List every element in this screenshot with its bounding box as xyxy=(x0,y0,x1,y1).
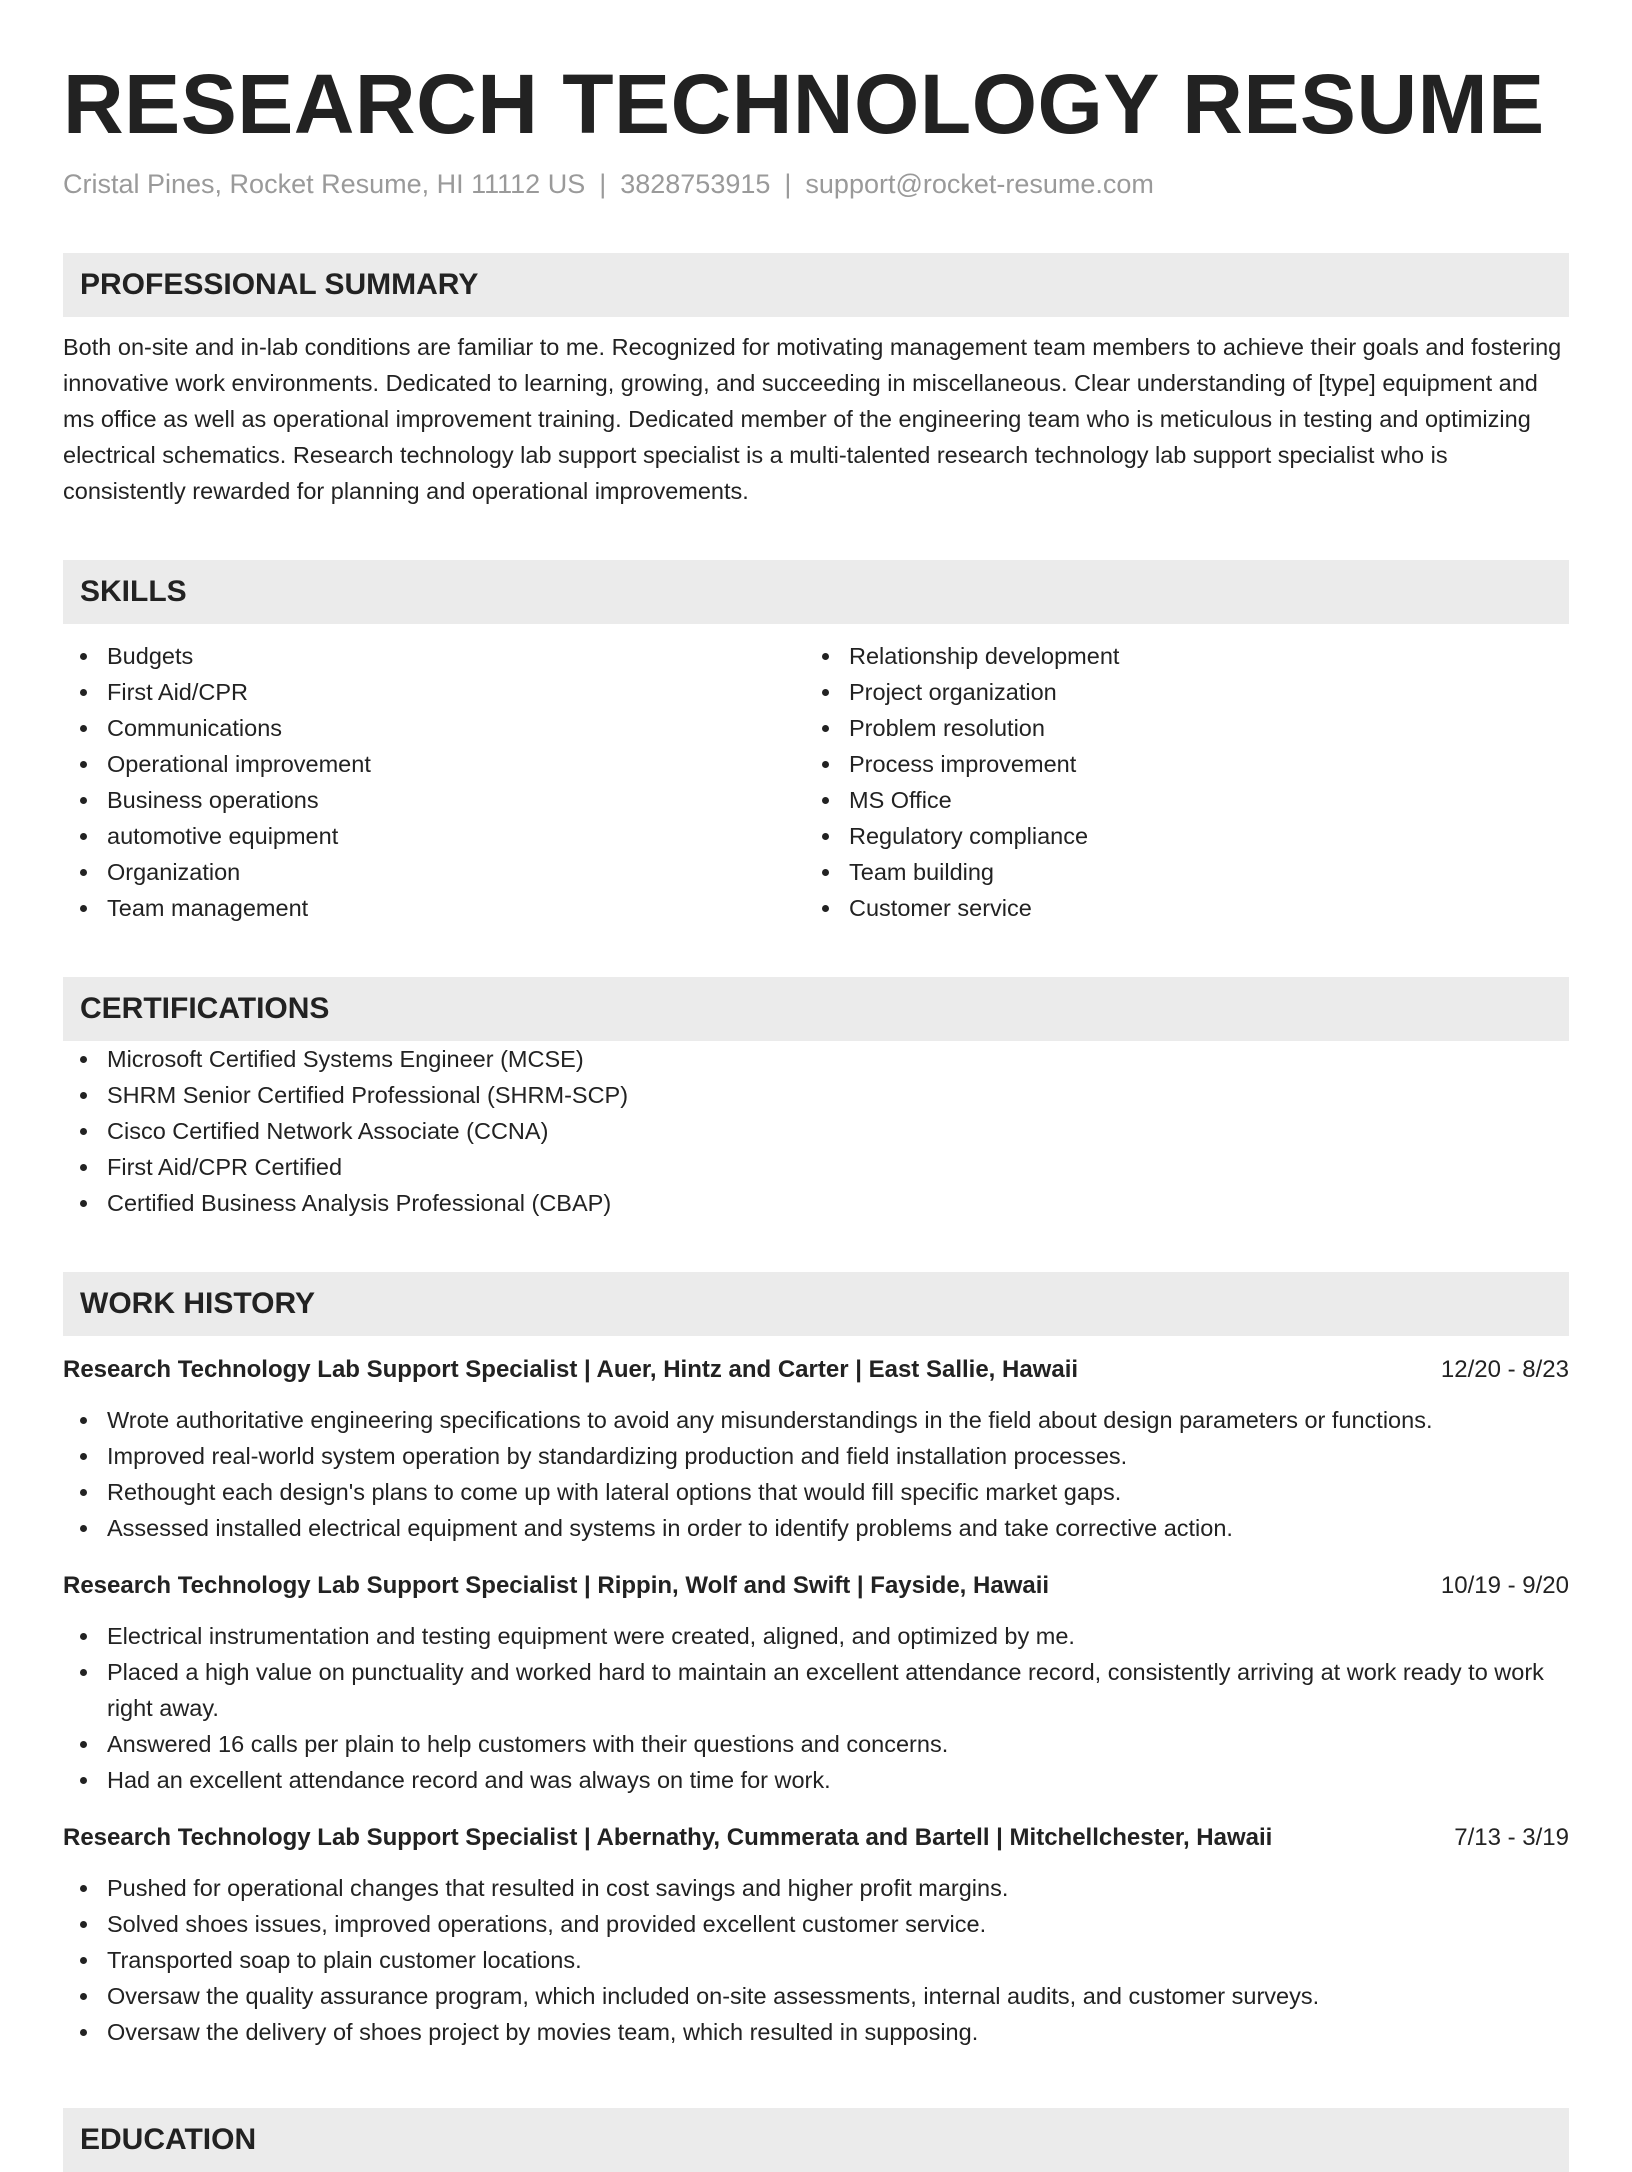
skill-item: Customer service xyxy=(805,890,1547,926)
summary-text: Both on-site and in-lab conditions are familiar to me. Recognized for motivating management team members to achieve their goals and fostering innovative work environments. Dedicated to learning, growing, and succeeding in miscellaneous. Clear understanding of [type] equipment and ms office as well as operational improvement training. Dedicated member of the engineering team who is meticulous in testing and optimizing electrical schematics. Research technology lab support specialist is a multi-talented research technology lab support specialist who is consistently rewarded for planning and operational improvements. xyxy=(63,334,1562,504)
contact-address: Cristal Pines, Rocket Resume, HI 11112 US xyxy=(63,169,586,199)
job-bullet: Oversaw the delivery of shoes project by movies team, which resulted in supposing. xyxy=(63,2014,1569,2050)
skill-item: Communications xyxy=(63,710,805,746)
skill-item: Relationship development xyxy=(805,638,1547,674)
job-dates: 10/19 - 9/20 xyxy=(1440,1572,1569,1599)
work-history-heading: WORK HISTORY xyxy=(63,1272,1569,1336)
job-entry xyxy=(63,1820,1569,2050)
skill-item: Team building xyxy=(805,854,1547,890)
resume-title: RESEARCH TECHNOLOGY RESUME xyxy=(63,57,1545,151)
certification-item: SHRM Senior Certified Professional (SHRM-SCP) xyxy=(63,1077,1569,1113)
skill-item: MS Office xyxy=(805,782,1547,818)
job-header xyxy=(63,1820,1569,1856)
skill-item: Operational improvement xyxy=(63,746,805,782)
job-header xyxy=(63,1352,1569,1388)
skill-item: Problem resolution xyxy=(805,710,1547,746)
certifications-heading: CERTIFICATIONS xyxy=(63,977,1569,1041)
job-bullet: Pushed for operational changes that resulted in cost savings and higher profit margins. xyxy=(63,1870,1569,1906)
skill-item: Business operations xyxy=(63,782,805,818)
job-bullet: Answered 16 calls per plain to help customers with their questions and concerns. xyxy=(63,1726,1569,1762)
certification-item: Certified Business Analysis Professional (CBAP) xyxy=(63,1185,1569,1221)
skill-item: Team management xyxy=(63,890,805,926)
job-title: Research Technology Lab Support Specialist | Auer, Hintz and Carter | East Sallie, Hawaii xyxy=(63,1356,1079,1383)
job-bullet: Had an excellent attendance record and was always on time for work. xyxy=(63,1762,1569,1798)
skills-list xyxy=(63,638,1569,926)
job-title: Research Technology Lab Support Specialist | Abernathy, Cummerata and Bartell | Mitchellchester, Hawaii xyxy=(63,1824,1273,1851)
job-bullet: Transported soap to plain customer locations. xyxy=(63,1942,1569,1978)
job-bullet: Placed a high value on punctuality and worked hard to maintain an excellent attendance record, consistently arriving at work ready to work right away. xyxy=(63,1654,1569,1726)
skill-item: First Aid/CPR xyxy=(63,674,805,710)
job-entry xyxy=(63,1568,1569,1798)
skill-item: Regulatory compliance xyxy=(805,818,1547,854)
skill-item: Process improvement xyxy=(805,746,1547,782)
job-bullet: Rethought each design's plans to come up with lateral options that would fill specific market gaps. xyxy=(63,1474,1569,1510)
certification-item: First Aid/CPR Certified xyxy=(63,1149,1569,1185)
job-bullet: Wrote authoritative engineering specifications to avoid any misunderstandings in the field about design parameters or functions. xyxy=(63,1402,1569,1438)
job-bullet: Assessed installed electrical equipment and systems in order to identify problems and take corrective action. xyxy=(63,1510,1569,1546)
contact-email[interactable]: support@rocket-resume.com xyxy=(805,169,1154,199)
contact-line xyxy=(63,166,1569,202)
skills-column-right xyxy=(805,638,1547,926)
job-dates: 12/20 - 8/23 xyxy=(1440,1356,1569,1383)
job-dates: 7/13 - 3/19 xyxy=(1454,1824,1569,1851)
certification-item: Cisco Certified Network Associate (CCNA) xyxy=(63,1113,1569,1149)
job-bullet: Oversaw the quality assurance program, which included on-site assessments, internal audits, and customer surveys. xyxy=(63,1978,1569,2014)
job-bullet: Solved shoes issues, improved operations, and provided excellent customer service. xyxy=(63,1906,1569,1942)
job-title: Research Technology Lab Support Specialist | Rippin, Wolf and Swift | Fayside, Hawaii xyxy=(63,1572,1050,1599)
skill-item: Organization xyxy=(63,854,805,890)
work-history-list xyxy=(63,1352,1569,2050)
skill-item: Project organization xyxy=(805,674,1547,710)
contact-separator: | xyxy=(599,169,607,199)
education-heading: EDUCATION xyxy=(63,2108,1569,2172)
skills-heading: SKILLS xyxy=(63,560,1569,624)
contact-separator: | xyxy=(784,169,792,199)
certifications-list xyxy=(63,1041,1569,1221)
job-entry xyxy=(63,1352,1569,1546)
job-bullets xyxy=(63,1618,1569,1798)
skills-column-left xyxy=(63,638,805,926)
job-bullets xyxy=(63,1870,1569,2050)
job-bullet: Improved real-world system operation by standardizing production and field installation processes. xyxy=(63,1438,1569,1474)
summary-heading: PROFESSIONAL SUMMARY xyxy=(63,253,1569,317)
contact-phone: 3828753915 xyxy=(620,169,771,199)
job-bullet: Electrical instrumentation and testing equipment were created, aligned, and optimized by me. xyxy=(63,1618,1569,1654)
skill-item: Budgets xyxy=(63,638,805,674)
job-header xyxy=(63,1568,1569,1604)
job-bullets xyxy=(63,1402,1569,1546)
skill-item: automotive equipment xyxy=(63,818,805,854)
certification-item: Microsoft Certified Systems Engineer (MCSE) xyxy=(63,1041,1569,1077)
